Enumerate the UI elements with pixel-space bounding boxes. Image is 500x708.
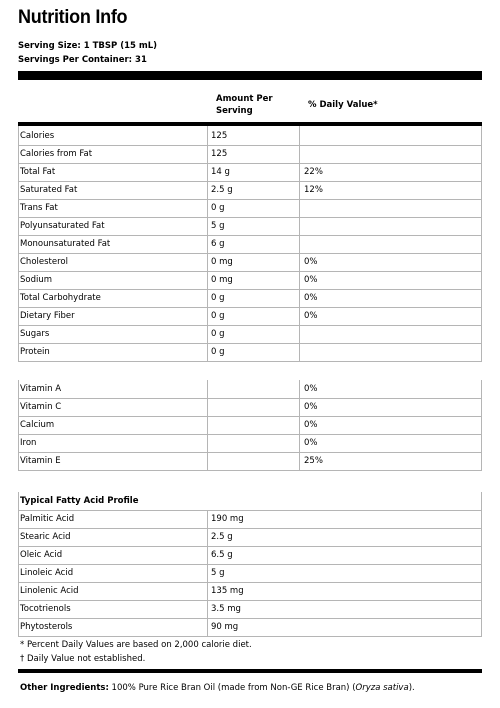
nutrient-name: Calories from Fat [20,149,93,159]
nutrient-row [18,217,482,236]
fatty-acid-name: Stearic Acid [20,532,71,542]
vitamin-row [18,398,482,417]
nutrient-name: Trans Fat [20,203,58,213]
nutrient-row [18,325,482,344]
nutrient-row [18,307,482,326]
bottom-divider [18,669,482,673]
grid-line [481,492,482,636]
nutrient-name: Protein [20,347,50,357]
nutrient-row [18,127,482,146]
fatty-acid-name: Linoleic Acid [20,568,74,578]
nutrient-name: Total Carbohydrate [20,293,101,303]
vitamin-row [18,380,482,399]
fatty-acid-row [18,510,482,529]
fatty-acid-row [18,546,482,565]
nutrient-amount: 0 g [211,329,225,339]
nutrient-amount: 0 g [211,203,225,213]
nutrient-name: Calories [20,131,55,141]
nutrient-name: Total Fat [20,167,56,177]
page-title: Nutrition Info [18,7,128,28]
vitamin-name: Vitamin C [20,402,62,412]
nutrient-amount: 0 g [211,311,225,321]
nutrient-amount: 0 g [211,293,225,303]
fatty-acid-row [18,618,482,637]
nutrient-daily-value: 12% [304,185,323,195]
fatty-acid-row [18,564,482,583]
fatty-acid-amount: 6.5 g [211,550,233,560]
nutrient-name: Polyunsaturated Fat [20,221,105,231]
medium-divider [18,122,482,126]
grid-line [18,126,19,361]
vitamin-name: Vitamin E [20,456,61,466]
nutrient-name: Cholesterol [20,257,68,267]
footnote-percent: * Percent Daily Values are based on 2,000 calorie diet. [20,640,252,650]
nutrient-amount: 6 g [211,239,225,249]
vitamin-name: Vitamin A [20,384,62,394]
nutrient-name: Sodium [20,275,53,285]
grid-line [481,380,482,470]
grid-line [18,380,19,470]
nutrient-daily-value: 0% [304,257,318,267]
footnote-dagger: † Daily Value not established. [20,654,146,664]
fatty-acid-amount: 190 mg [211,514,244,524]
fatty-acid-amount: 90 mg [211,622,239,632]
nutrient-daily-value: 22% [304,167,323,177]
nutrient-row [18,253,482,272]
nutrient-amount: 14 g [211,167,230,177]
nutrient-daily-value: 0% [304,293,318,303]
nutrient-name: Dietary Fiber [20,311,75,321]
vitamin-row [18,416,482,435]
ingredients-label: Other Ingredients: [20,683,109,693]
vitamin-daily-value: 0% [304,420,318,430]
fatty-acid-name: Oleic Acid [20,550,63,560]
grid-line [299,380,300,470]
nutrient-amount: 125 [211,131,228,141]
vitamin-daily-value: 0% [304,438,318,448]
nutrient-row [18,343,482,362]
grid-line [207,510,208,636]
fatty-acid-amount: 5 g [211,568,225,578]
fatty-acid-profile-header [18,493,482,511]
nutrient-daily-value: 0% [304,311,318,321]
fatty-acid-row [18,582,482,601]
nutrient-amount: 2.5 g [211,185,233,195]
grid-line [207,126,208,361]
nutrient-row [18,271,482,290]
nutrient-row [18,163,482,182]
ingredients-text: 100% Pure Rice Bran Oil (made from Non-GE Rice Bran) ( [108,683,356,693]
ingredients-end: ). [408,683,415,693]
grid-line [481,126,482,361]
nutrient-row [18,289,482,308]
nutrient-row [18,235,482,254]
fatty-acid-name: Palmitic Acid [20,514,75,524]
vitamin-row [18,452,482,471]
nutrient-row [18,199,482,218]
fatty-acid-name: Linolenic Acid [20,586,79,596]
thick-divider [18,71,482,80]
nutrient-amount: 0 mg [211,257,233,267]
vitamin-daily-value: 25% [304,456,323,466]
grid-line [207,380,208,470]
fatty-acid-name: Tocotrienols [20,604,71,614]
serving-size: Serving Size: 1 TBSP (15 mL) [18,41,158,51]
fatty-acid-name: Phytosterols [20,622,73,632]
amount-header-line2: Serving [216,106,253,116]
nutrient-amount: 0 g [211,347,225,357]
vitamin-row [18,434,482,453]
other-ingredients [20,683,415,693]
nutrient-amount: 5 g [211,221,225,231]
vitamin-name: Calcium [20,420,55,430]
fatty-acid-amount: 2.5 g [211,532,233,542]
amount-per-serving-header [216,93,273,117]
nutrient-name: Monounsaturated Fat [20,239,111,249]
nutrient-name: Sugars [20,329,50,339]
grid-line [18,492,19,636]
amount-header-line1: Amount Per [216,94,273,104]
nutrient-name: Saturated Fat [20,185,78,195]
fatty-acid-row [18,600,482,619]
daily-value-header: % Daily Value* [308,100,378,110]
nutrient-row [18,145,482,164]
vitamin-daily-value: 0% [304,402,318,412]
ingredients-species: Oryza sativa [355,683,409,693]
vitamin-name: Iron [20,438,37,448]
nutrient-daily-value: 0% [304,275,318,285]
nutrient-row [18,181,482,200]
fatty-acid-profile-title: Typical Fatty Acid Profile [20,496,139,506]
nutrient-amount: 125 [211,149,228,159]
fatty-acid-row [18,528,482,547]
servings-per-container: Servings Per Container: 31 [18,55,147,65]
grid-line [299,126,300,361]
fatty-acid-amount: 135 mg [211,586,244,596]
nutrient-amount: 0 mg [211,275,233,285]
vitamin-daily-value: 0% [304,384,318,394]
fatty-acid-amount: 3.5 mg [211,604,241,614]
